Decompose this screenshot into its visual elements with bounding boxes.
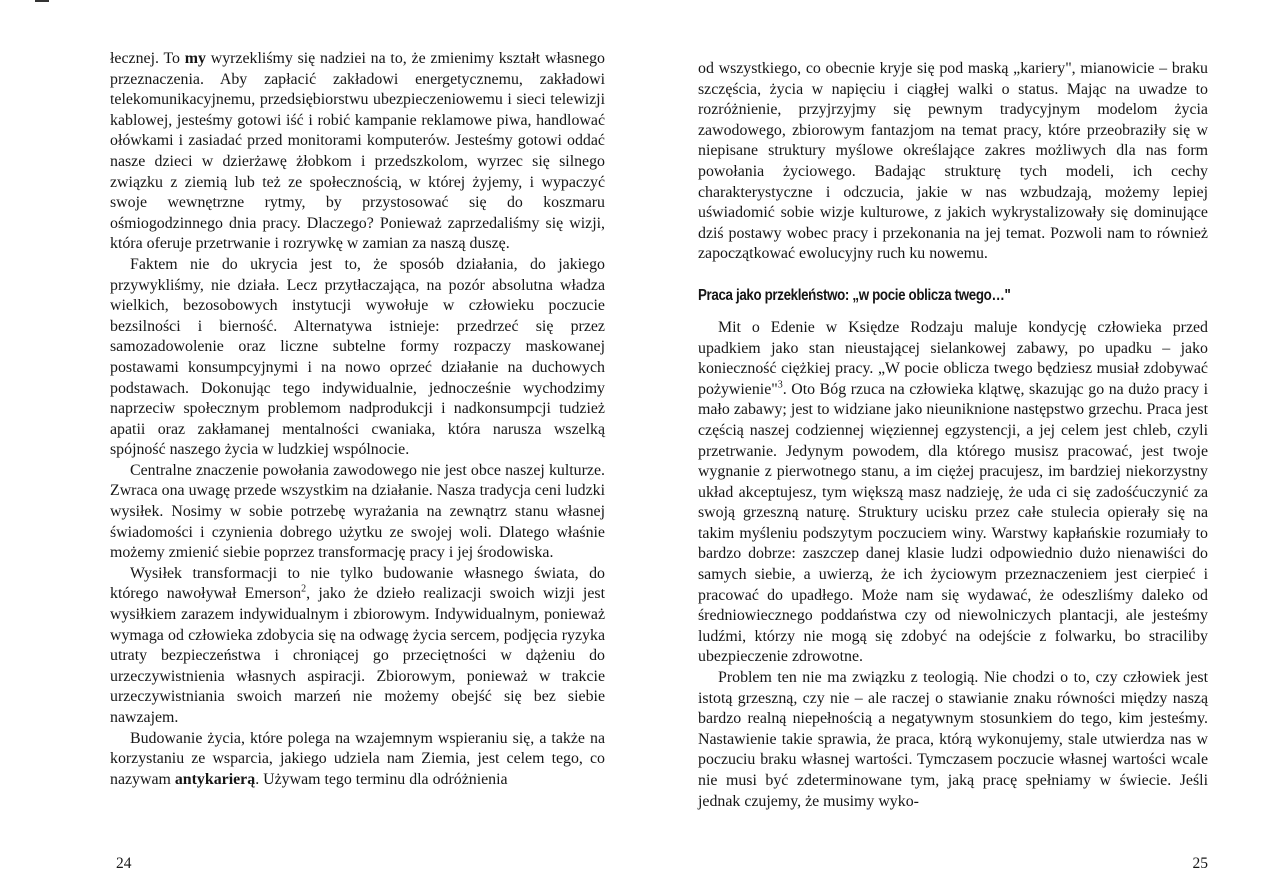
right-page-text	[698, 59, 1208, 812]
section-heading: Praca jako przekleństwo: „w pocie oblicza twego…"	[698, 286, 1011, 304]
paragraph: od wszystkiego, co obecnie kryje się pod maską „kariery", mianowicie – braku szczęścia, życia w napięciu i ciągłej walki o status. Mając na uwadze to rozróżnienie, przyjrzyjmy się pewnym tradycyjnym modelom życia zawodowego, zbiorowym fantazjom na temat pracy, które przeobraziły się w niepisane struktury myślowe określające zakres możliwych dla nas form powołania życiowego. Badając strukturę tych modeli, ich cechy charakterystyczne i odczucia, jakie w nas wzbudzają, możemy lepiej uświadomić sobie wizje kulturowe, z jakich wykrystalizowały się dominujące dziś postawy wobec pracy i przekonania na jej temat. Pozwoli nam to również zapoczątkować ewolucyjny ruch ku nowemu.	[698, 60, 1208, 263]
paragraph: Faktem nie do ukrycia jest to, że sposób działania, do jakiego przywykliśmy, nie działa. Lecz przytłaczająca, na pozór absolutna władza wielkich, bezosobowych instytucji wywołuje w człowieku poczucie bezsilności i bierność. Alternatywa istnieje: przedrzeć się przez samozadowolenie oraz liczne subtelne formy rozpaczy maskowanej postawami konsumpcyjnymi i na nowo oprzeć działanie na duchowych podstawach. Dokonując tego indywidualnie, jednocześnie wychodzimy naprzeciw społecznym problemom nadprodukcji i nadkonsumpcji tudzież apatii oraz zakłamanej mentalności cwaniaka, która narusza wszelką spójność naszego życia w ludzkiej wspólnocie.	[110, 255, 605, 459]
page-number: 24	[116, 855, 132, 872]
paragraph: łecznej. To my wyrzekliśmy się nadziei na to, że zmienimy kształt własnego przeznaczenia. Aby zapłacić zakładowi energetycznemu, zakładowi telekomunikacyjnemu, przedsiębiorstwu ubezpieczeniowemu i sieci telewizji kablowej, jesteśmy gotowi iść i robić kampanie reklamowe piwa, handlować ołówkami i zasiadać przed monitorami komputerów. Jesteśmy gotowi oddać nasze dzieci w dzierżawę żłobkom i przedszkolom, wyrzec się silnego związku z ziemią lub też ze społecznością, w której żyjemy, i wypaczyć swoje wewnętrzne rytmy, by przystosować się do koszmaru ośmiogodzinnego dnia pracy. Dlaczego? Ponieważ zaprzedaliśmy się wizji, która oferuje przetrwanie i rozrywkę w zamian za naszą duszę.	[110, 50, 605, 253]
paragraph: Budowanie życia, które polega na wzajemnym wspieraniu się, a także na korzystaniu ze wsparcia, jakiego udziela nam Ziemia, jest celem tego, co nazywam antykarierą. Używam tego terminu dla odróżnienia	[110, 729, 605, 788]
left-page-text	[110, 49, 605, 790]
left-page	[110, 0, 605, 893]
paragraph: Mit o Edenie w Księdze Rodzaju maluje kondycję człowieka przed upadkiem jako stan nieustającej sielankowej zabawy, po upadku – jako konieczność ciężkiej pracy. „W pocie oblicza twego będziesz musiał zdobywać pożywienie"$^3$. Oto Bóg rzuca na człowieka klątwę, skazując go na dużo pracy i mało zabawy; jest to widziane jako nieuniknione następstwo grzechu. Praca jest częścią naszej codziennej więziennej egzystencji, a jej celem jest chleb, czyli przetrwanie. Jedynym powodem, dla którego musisz pracować, jest twoje wygnanie z pierwotnego stanu, a im ciężej pracujesz, im bardziej niekorzystny układ akceptujesz, tym większą masz nadzieję, że uda ci się zadośćuczynić za swoją grzeszną naturę. Struktury ucisku przez całe stulecia opierały się na takim myśleniu podszytym poczuciem winy. Warstwy kapłańskie rozumiały to bardzo dobrze: zaszczep danej klasie ludzi odpowiednio dużo nienawiści do samych siebie, a uwierzą, że ich życiowym przeznaczeniem jest cierpieć i pracować do upadłego. Może nam się wydawać, że odeszliśmy daleko od średniowiecznego poddaństwa czy od niewolniczych plantacji, ale jesteśmy ludźmi, którzy nie mogą się zdobyć na odejście z folwarku, bo straciliby ubezpieczenie zdrowotne.	[698, 318, 1208, 666]
footnote-ref: 2	[301, 584, 307, 596]
scan-mark	[35, 0, 49, 2]
paragraph: Centralne znaczenie powołania zawodowego nie jest obce naszej kulturze. Zwraca ona uwagę przede wszystkim na działanie. Nasza tradycja ceni ludzki wysiłek. Nosimy w sobie potrzebę wyrażania na zewnątrz stanu własnej świadomości i czynienia dobrego użytku ze swojej woli. Dlatego właśnie możemy zmienić siebie poprzez transformację pracy i jej środowiska.	[110, 461, 605, 562]
paragraph: Problem ten nie ma związku z teologią. Nie chodzi o to, czy człowiek jest istotą grzeszną, czy nie – ale raczej o stawianie znaku równości między naszą bardzo realną niepełnością a negatywnym stosunkiem do tego, kim jesteśmy. Nastawienie takie sprawia, że praca, którą wykonujemy, stale utwierdza nas w poczuciu braku własnej wartości. Tymczasem poczucie własnej wartości wcale nie musi być zdeterminowane tym, jaką pracę spełniamy w świecie. Jeśli jednak czujemy, że musimy wyko-	[698, 669, 1208, 810]
paragraph: Wysiłek transformacji to nie tylko budowanie własnego świata, do którego nawoływał Emerson$^2$, jako że dzieło realizacji swoich wizji jest wysiłkiem zarazem indywidualnym i zbiorowym. Indywidualnym, ponieważ wymaga od człowieka zdobycia się na odwagę życia sercem, podjęcia ryzyka utraty bezpieczeństwa i chroniącej go przeciętności w dążeniu do urzeczywistnienia własnych aspiracji. Zbiorowym, ponieważ w trakcie urzeczywistniania swoich marzeń nie możemy obejść się bez siebie nawzajem.	[110, 564, 605, 726]
page-number: 25	[1192, 855, 1208, 872]
footnote-ref: 3	[777, 379, 783, 391]
right-page	[698, 0, 1208, 893]
